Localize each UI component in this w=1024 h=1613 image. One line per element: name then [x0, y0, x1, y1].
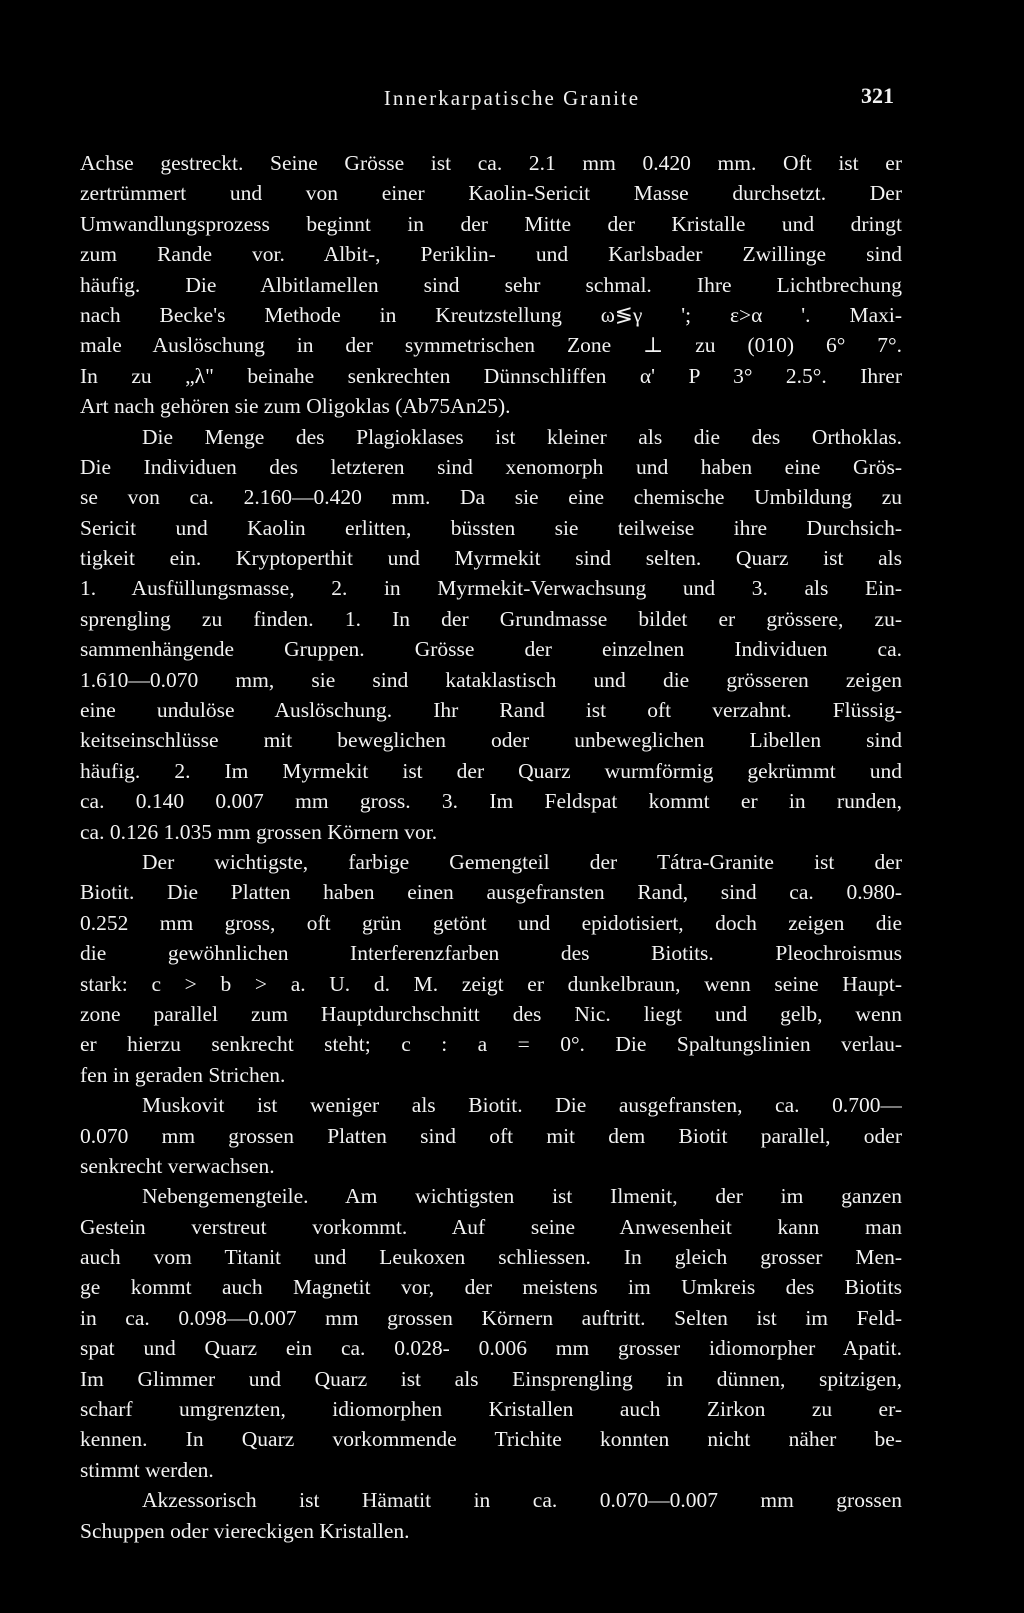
text-line: ca. 0.126 1.035 mm grossen Körnern vor.: [80, 819, 438, 844]
text-line: 0.252 mm gross, oft grün getönt und epidotisiert, doch zeigen die: [80, 910, 902, 935]
text-line: zone parallel zum Hauptdurchschnitt des Nic. liegt und gelb, wenn: [80, 1001, 902, 1026]
text-line: zertrümmert und von einer Kaolin-Sericit Masse durchsetzt. Der: [80, 181, 902, 206]
text-line: Nebengemengteile. Am wichtigsten ist Ilmenit, der im ganzen: [142, 1184, 902, 1209]
text-line: in ca. 0.098—0.007 mm grossen Körnern auftritt. Selten ist im Feld-: [80, 1305, 902, 1330]
text-line: Muskovit ist weniger als Biotit. Die ausgefransten, ca. 0.700—: [142, 1093, 902, 1118]
text-line: ge kommt auch Magnetit vor, der meistens im Umkreis des Biotits: [80, 1275, 902, 1300]
text-line: häufig. 2. Im Myrmekit ist der Quarz wurmförmig gekrümmt und: [80, 758, 902, 783]
text-line: spat und Quarz ein ca. 0.028- 0.006 mm grosser idiomorpher Apatit.: [80, 1336, 902, 1361]
text-line: scharf umgrenzten, idiomorphen Kristallen auch Zirkon zu er-: [80, 1397, 902, 1422]
text-line: tigkeit ein. Kryptoperthit und Myrmekit sind selten. Quarz ist als: [80, 546, 902, 571]
text-line: male Auslöschung in der symmetrischen Zone ⊥ zu (010) 6° 7°.: [80, 333, 902, 358]
text-line: Sericit und Kaolin erlitten, büssten sie teilweise ihre Durchsich-: [80, 515, 902, 540]
text-line: 1. Ausfüllungsmasse, 2. in Myrmekit-Verwachsung und 3. als Ein-: [80, 576, 902, 601]
text-line: sprengling zu finden. 1. In der Grundmasse bildet er grössere, zu-: [80, 606, 902, 631]
text-line: ca. 0.140 0.007 mm gross. 3. Im Feldspat kommt er in runden,: [80, 789, 902, 814]
text-line: er hierzu senkrecht steht; c : a = 0°. Die Spaltungslinien verlau-: [80, 1032, 902, 1057]
text-line: fen in geraden Strichen.: [80, 1062, 286, 1087]
text-line: Biotit. Die Platten haben einen ausgefransten Rand, sind ca. 0.980-: [80, 880, 902, 905]
running-head: Innerkarpatische Granite: [383, 86, 641, 110]
text-line: senkrecht verwachsen.: [80, 1153, 275, 1178]
text-line: stark: c > b > a. U. d. M. zeigt er dunkelbraun, wenn seine Haupt-: [80, 971, 902, 996]
text-line: nach Becke's Methode in Kreutzstellung ω≶γ '; ε>α '. Maxi-: [80, 302, 902, 327]
text-line: zum Rande vor. Albit-, Periklin- und Karlsbader Zwillinge sind: [80, 242, 902, 267]
page-number: 321: [861, 83, 894, 108]
text-line: auch vom Titanit und Leukoxen schliessen. In gleich grosser Men-: [80, 1245, 902, 1270]
text-line: kennen. In Quarz vorkommende Trichite konnten nicht näher be-: [80, 1427, 902, 1452]
text-line: die gewöhnlichen Interferenzfarben des Biotits. Pleochroismus: [80, 941, 902, 966]
text-line: Achse gestreckt. Seine Grösse ist ca. 2.1 mm 0.420 mm. Oft ist er: [80, 151, 902, 175]
body-text: [80, 148, 902, 1546]
text-line: häufig. Die Albitlamellen sind sehr schmal. Ihre Lichtbrechung: [80, 272, 902, 297]
text-line: eine undulöse Auslöschung. Ihr Rand ist oft verzahnt. Flüssig-: [80, 698, 902, 723]
text-line: Gestein verstreut vorkommt. Auf seine Anwesenheit kann man: [80, 1214, 902, 1239]
text-line: 0.070 mm grossen Platten sind oft mit dem Biotit parallel, oder: [80, 1123, 902, 1148]
text-line: Der wichtigste, farbige Gemengteil der Tátra-Granite ist der: [142, 849, 902, 874]
text-line: sammenhängende Gruppen. Grösse der einzelnen Individuen ca.: [80, 637, 902, 662]
text-line: keitseinschlüsse mit beweglichen oder unbeweglichen Libellen sind: [80, 728, 902, 753]
text-line: Umwandlungsprozess beginnt in der Mitte der Kristalle und dringt: [80, 211, 902, 236]
text-line: Die Individuen des letzteren sind xenomorph und haben eine Grös-: [80, 454, 902, 479]
text-line: In zu „λ" beinahe senkrechten Dünnschliffen α' P 3° 2.5°. Ihrer: [80, 363, 902, 388]
text-line: Im Glimmer und Quarz ist als Einsprengling in dünnen, spitzigen,: [80, 1366, 902, 1391]
text-line: Art nach gehören sie zum Oligoklas (Ab75An25).: [80, 394, 511, 419]
text-line: Akzessorisch ist Hämatit in ca. 0.070—0.007 mm grossen: [142, 1488, 902, 1513]
text-line: Schuppen oder viereckigen Kristallen.: [80, 1518, 410, 1543]
text-line: Die Menge des Plagioklases ist kleiner als die des Orthoklas.: [142, 424, 902, 449]
text-line: 1.610—0.070 mm, sie sind kataklastisch und die grösseren zeigen: [80, 667, 902, 692]
text-line: stimmt werden.: [80, 1457, 214, 1482]
text-line: se von ca. 2.160—0.420 mm. Da sie eine chemische Umbildung zu: [80, 485, 902, 510]
